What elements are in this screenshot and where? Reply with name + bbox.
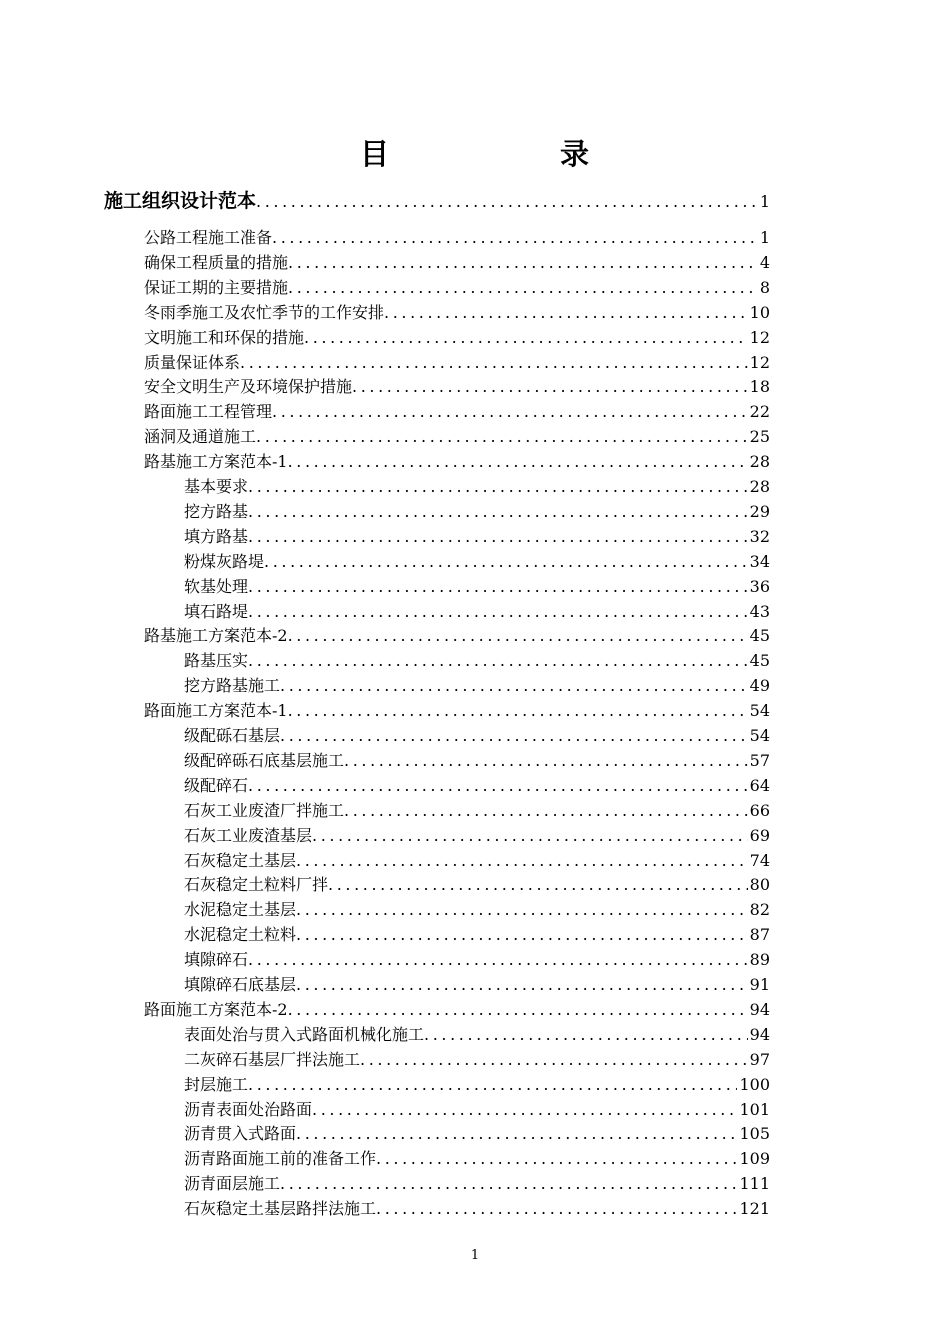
toc-dot-leader xyxy=(344,799,748,823)
toc-dot-leader xyxy=(376,1147,737,1171)
toc-entry-title: 质量保证体系 xyxy=(144,352,241,372)
toc-dot-leader xyxy=(248,1073,737,1097)
toc-entry-page: 54 xyxy=(749,726,770,745)
toc-entry[interactable] xyxy=(144,425,770,449)
toc-entry[interactable] xyxy=(184,774,770,798)
page-number: 1 xyxy=(470,1248,480,1263)
toc-dot-leader xyxy=(288,699,748,723)
toc-entry-title: 石灰工业废渣基层 xyxy=(184,825,313,845)
toc-entry-title: 表面处治与贯入式路面机械化施工 xyxy=(184,1024,425,1044)
toc-entry[interactable] xyxy=(184,824,770,848)
toc-entry-page: 94 xyxy=(749,999,770,1019)
toc-dot-leader xyxy=(280,1172,737,1196)
toc-entry-page: 1 xyxy=(759,192,770,211)
toc-dot-leader xyxy=(256,187,758,216)
toc-entry[interactable] xyxy=(184,475,770,499)
toc-dot-leader xyxy=(272,400,748,424)
toc-dot-leader xyxy=(328,873,748,897)
toc-entry-title: 软基处理 xyxy=(184,576,249,596)
toc-dot-leader xyxy=(296,898,748,922)
toc-entry[interactable] xyxy=(184,898,770,922)
toc-entry[interactable] xyxy=(184,1023,770,1047)
toc-entry[interactable] xyxy=(184,948,770,972)
toc-entry-title: 涵洞及通道施工 xyxy=(144,427,257,447)
toc-entry[interactable] xyxy=(184,1122,770,1146)
toc-dot-leader xyxy=(288,998,748,1022)
toc-entry-title: 公路工程施工准备 xyxy=(144,228,273,247)
toc-entry-title: 填隙碎石 xyxy=(184,950,249,970)
toc-entry[interactable] xyxy=(144,400,770,424)
toc-dot-leader xyxy=(240,351,748,375)
toc-entry-page: 45 xyxy=(749,651,770,671)
toc-entry[interactable] xyxy=(184,873,770,897)
page-title-part-2: 录 xyxy=(560,137,590,171)
toc-dot-leader xyxy=(424,1023,748,1047)
toc-entry-title: 路基压实 xyxy=(184,651,249,671)
toc-entry-title: 级配砾石基层 xyxy=(184,726,281,745)
toc-entry-page: 54 xyxy=(749,701,770,721)
toc-entry-title: 施工组织设计范本 xyxy=(104,190,257,212)
toc-entry[interactable] xyxy=(184,799,770,823)
toc-entry-title: 水泥稳定土粒料 xyxy=(184,925,297,945)
toc-entry-page: 28 xyxy=(749,477,770,496)
toc-entry[interactable] xyxy=(144,276,770,300)
toc-entry[interactable] xyxy=(184,550,770,574)
toc-entry-page: 87 xyxy=(749,925,770,945)
toc-entry[interactable] xyxy=(144,375,770,399)
toc-dot-leader xyxy=(248,600,748,624)
toc-entry-title: 基本要求 xyxy=(184,477,249,496)
toc-entry-title: 沥青贯入式路面 xyxy=(184,1124,297,1144)
toc-entry-page: 45 xyxy=(749,626,770,646)
toc-entry-page: 105 xyxy=(739,1124,770,1144)
toc-entry-title: 确保工程质量的措施 xyxy=(144,252,289,272)
toc-entry-page: 29 xyxy=(749,501,770,521)
toc-entry-page: 32 xyxy=(749,526,770,546)
toc-dot-leader xyxy=(256,425,748,449)
toc-entry[interactable] xyxy=(184,1073,770,1097)
toc-entry[interactable] xyxy=(184,649,770,673)
toc-entry-page: 49 xyxy=(749,676,770,696)
toc-entry[interactable] xyxy=(144,699,770,723)
toc-dot-leader xyxy=(296,849,748,873)
toc-dot-leader xyxy=(360,1048,748,1072)
toc-dot-leader xyxy=(288,624,748,648)
toc-entry-page: 4 xyxy=(759,252,770,272)
toc-entry-page: 12 xyxy=(749,352,770,372)
toc-entry[interactable] xyxy=(144,351,770,375)
toc-entry-title: 封层施工 xyxy=(184,1074,249,1094)
toc-entry[interactable] xyxy=(184,525,770,549)
toc-dot-leader xyxy=(296,923,748,947)
toc-entry-title: 石灰稳定土粒料厂拌 xyxy=(184,875,329,895)
toc-dot-leader xyxy=(248,475,748,499)
toc-entry-title: 石灰工业废渣厂拌施工 xyxy=(184,800,345,820)
toc-entry-page: 57 xyxy=(749,750,770,770)
page-title xyxy=(0,132,950,172)
toc-entry-page: 28 xyxy=(749,452,770,472)
toc-entry-page: 69 xyxy=(749,825,770,845)
toc-entry-page: 89 xyxy=(749,950,770,970)
toc-dot-leader xyxy=(280,724,748,748)
toc-dot-leader xyxy=(352,375,748,399)
toc-dot-leader xyxy=(248,575,748,599)
toc-dot-leader xyxy=(248,774,748,798)
toc-entry-page: 66 xyxy=(749,800,770,820)
toc-entry-page: 43 xyxy=(749,601,770,621)
toc-dot-leader xyxy=(248,948,748,972)
toc-entry-title: 挖方路基 xyxy=(184,501,249,521)
toc-dot-leader xyxy=(288,276,758,300)
toc-dot-leader xyxy=(384,301,748,325)
toc-entry-title: 冬雨季施工及农忙季节的工作安排 xyxy=(144,302,385,322)
toc-dot-leader xyxy=(376,1197,737,1221)
toc-entry-title: 沥青面层施工 xyxy=(184,1174,281,1194)
toc-entry-title: 文明施工和环保的措施 xyxy=(144,327,305,347)
toc-entry[interactable] xyxy=(184,1172,770,1196)
page-title-part-1: 目 xyxy=(360,137,390,171)
toc-entry-page: 111 xyxy=(739,1174,770,1194)
toc-entry[interactable] xyxy=(144,301,770,325)
toc-entry-title: 路面施工方案范本-1 xyxy=(144,701,288,721)
toc-entry[interactable] xyxy=(184,1147,770,1171)
toc-entry-page: 74 xyxy=(749,850,770,870)
toc-entry-title: 路基施工方案范本-1 xyxy=(144,452,288,472)
toc-dot-leader xyxy=(296,1122,737,1146)
toc-entry-page: 1 xyxy=(759,228,770,247)
toc-dot-leader xyxy=(344,749,748,773)
toc-entry[interactable] xyxy=(144,251,770,275)
toc-entry-page: 121 xyxy=(739,1199,770,1219)
toc-entry[interactable] xyxy=(184,674,770,698)
toc-entry-page: 34 xyxy=(749,551,770,571)
toc-entry-page: 18 xyxy=(749,377,770,397)
toc-entry[interactable] xyxy=(144,326,770,350)
toc-entry-page: 12 xyxy=(749,327,770,347)
toc-dot-leader xyxy=(272,226,758,250)
toc-entry[interactable] xyxy=(184,749,770,773)
toc-entry-title: 保证工期的主要措施 xyxy=(144,277,289,297)
toc-entry-page: 91 xyxy=(749,975,770,994)
toc-entry-title: 沥青路面施工前的准备工作 xyxy=(184,1149,377,1169)
toc-dot-leader xyxy=(264,550,748,574)
toc-entry-title: 填隙碎石底基层 xyxy=(184,975,297,994)
toc-dot-leader xyxy=(248,649,748,673)
toc-entry-title: 路基施工方案范本-2 xyxy=(144,626,288,646)
toc-entry[interactable] xyxy=(144,998,770,1022)
toc-entry-title: 石灰稳定土基层 xyxy=(184,850,297,870)
toc-entry[interactable] xyxy=(184,1048,770,1072)
toc-entry-page: 8 xyxy=(759,277,770,297)
toc-dot-leader xyxy=(288,251,758,275)
toc-entry-title: 路面施工方案范本-2 xyxy=(144,999,288,1019)
toc-entry-page: 22 xyxy=(749,402,770,422)
toc-dot-leader xyxy=(248,500,748,524)
toc-entry[interactable] xyxy=(184,724,770,748)
toc-entry-page: 100 xyxy=(739,1074,770,1094)
toc-dot-leader xyxy=(304,326,748,350)
toc-entry-page: 80 xyxy=(749,875,770,895)
toc-entry-title: 挖方路基施工 xyxy=(184,676,281,696)
toc-dot-leader xyxy=(280,674,748,698)
toc-entry[interactable] xyxy=(184,600,770,624)
toc-entry-title: 安全文明生产及环境保护措施 xyxy=(144,377,353,397)
toc-entry[interactable] xyxy=(184,1197,770,1221)
toc-entry[interactable] xyxy=(104,186,770,216)
toc-entry[interactable] xyxy=(184,500,770,524)
toc-entry[interactable] xyxy=(144,226,770,250)
toc-entry-title: 路面施工工程管理 xyxy=(144,402,273,422)
toc-entry-title: 填方路基 xyxy=(184,526,249,546)
toc-entry-page: 64 xyxy=(749,775,770,795)
toc-entry-title: 二灰碎石基层厂拌法施工 xyxy=(184,1049,361,1069)
toc-entry-page: 82 xyxy=(749,900,770,920)
toc-entry-title: 填石路堤 xyxy=(184,601,249,621)
toc-entry[interactable] xyxy=(184,575,770,599)
toc-entry-title: 级配碎砾石底基层施工 xyxy=(184,750,345,770)
toc-entry-title: 沥青表面处治路面 xyxy=(184,1099,313,1119)
toc-entry-page: 36 xyxy=(749,576,770,596)
toc-dot-leader xyxy=(248,525,748,549)
toc-entry[interactable] xyxy=(184,1098,770,1122)
toc-entry-page: 10 xyxy=(749,302,770,322)
toc-entry[interactable] xyxy=(184,973,770,997)
toc-entry[interactable] xyxy=(184,923,770,947)
toc-entry-title: 粉煤灰路堤 xyxy=(184,551,265,571)
toc-entry-page: 97 xyxy=(749,1049,770,1069)
toc-entry-title: 石灰稳定土基层路拌法施工 xyxy=(184,1199,377,1219)
toc-dot-leader xyxy=(296,973,748,997)
toc-dot-leader xyxy=(288,450,748,474)
toc-entry[interactable] xyxy=(144,624,770,648)
toc-entry[interactable] xyxy=(184,849,770,873)
toc-dot-leader xyxy=(312,1098,737,1122)
toc-entry-page: 94 xyxy=(749,1024,770,1044)
toc-entry-title: 级配碎石 xyxy=(184,775,249,795)
toc-dot-leader xyxy=(312,824,748,848)
toc-entry-page: 25 xyxy=(749,427,770,447)
toc-entry-title: 水泥稳定土基层 xyxy=(184,900,297,920)
toc-entry-page: 101 xyxy=(739,1099,770,1119)
toc-entry[interactable] xyxy=(144,450,770,474)
toc-entry-page: 109 xyxy=(739,1149,770,1169)
